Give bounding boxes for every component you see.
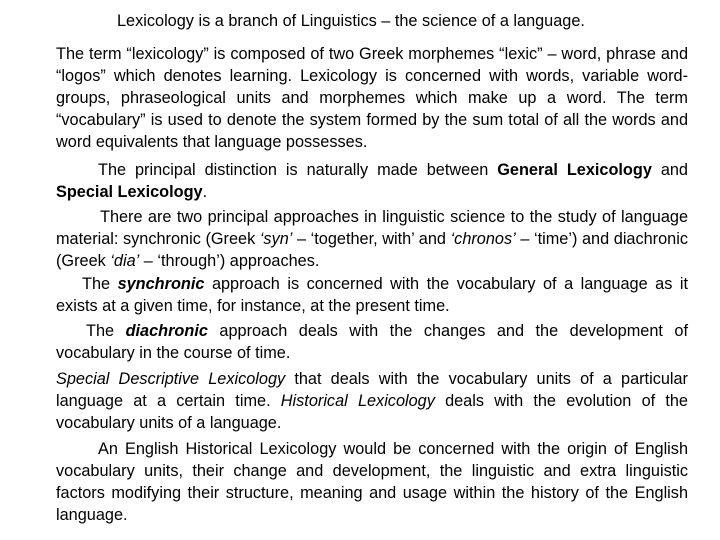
text-run: There are two principal approaches in linguistic science to the study of language material: synchronic (Greek <box>56 208 688 248</box>
paragraph-diachronic <box>56 320 688 364</box>
text-run: approach is concerned with the vocabulary of a language as it exists at a given time, for instance, at the present time. <box>56 275 688 315</box>
term-special-descriptive-lexicology: Special Descriptive Lexicology <box>56 370 286 388</box>
text-run: – ‘together, with’ and <box>292 230 451 248</box>
text-run: deals with the evolution of the vocabulary units of a language. <box>56 392 688 432</box>
paragraph-text: An English Historical Lexicology would be concerned with the origin of English vocabulary units, their change and development, the linguistic and extra linguistic factors modifying their structure, meaning and usage within the history of the English language. <box>56 440 688 524</box>
text-run: – ‘through’) approaches. <box>139 252 320 270</box>
paragraph-two-approaches <box>56 206 688 272</box>
term-syn: ‘syn’ <box>259 230 293 248</box>
paragraph-synchronic <box>56 273 688 317</box>
term-dia: ‘dia’ <box>110 252 140 270</box>
document-title <box>117 10 585 32</box>
term-synchronic: synchronic <box>117 275 205 293</box>
paragraph-descriptive-historical <box>56 368 688 434</box>
paragraph-term-lexicology <box>56 43 688 153</box>
text-run: and <box>651 161 688 179</box>
text-run: The principal distinction is naturally made between <box>98 161 498 179</box>
term-general-lexicology: General Lexicology <box>497 161 652 179</box>
term-chronos: ‘chronos’ <box>450 230 516 248</box>
text-run: – ‘time’) and diachronic (Greek <box>56 230 688 270</box>
term-special-lexicology: Special Lexicology <box>56 183 203 201</box>
text-run: that deals with the vocabulary units of a particular language at a certain time. <box>56 370 688 410</box>
term-historical-lexicology: Historical Lexicology <box>280 392 435 410</box>
paragraph-english-historical-lexicology <box>56 438 688 526</box>
text-run: approach deals with the changes and the development of vocabulary in the course of time. <box>56 322 688 362</box>
text-run: . <box>202 183 208 201</box>
paragraph-text: The term “lexicology” is composed of two Greek morphemes “lexic” – word, phrase and “logos” which denotes learning. Lexicology is concerned with words, variable word-groups, phraseological units and morphemes which make up a word. The term “vocabulary” is used to denote the system formed by the sum total of all the words and word equivalents that language possesses. <box>56 45 688 151</box>
text-run: The <box>86 322 126 340</box>
title-text: Lexicology is a branch of Linguistics – the science of a language. <box>117 12 585 30</box>
term-diachronic: diachronic <box>125 322 208 340</box>
text-run: The <box>82 275 118 293</box>
paragraph-principal-distinction <box>56 159 688 203</box>
